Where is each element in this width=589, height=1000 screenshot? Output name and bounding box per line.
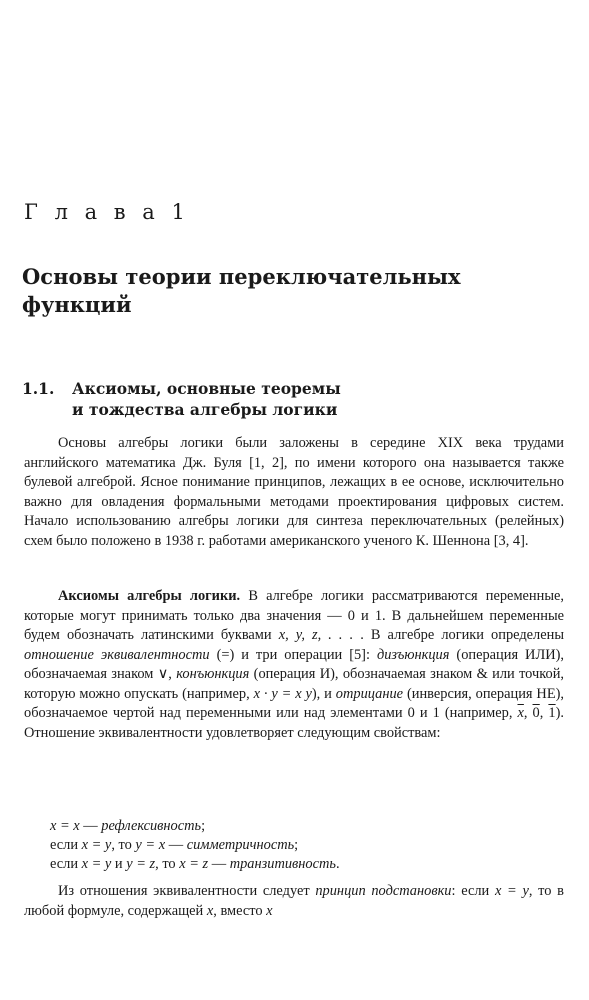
- equivalence-properties: [50, 817, 340, 874]
- formula: x: [206, 902, 214, 919]
- punct: .: [335, 856, 340, 872]
- value-one: 1: [374, 607, 383, 624]
- negated-x: $\overline{x}$: [517, 705, 524, 721]
- paragraph-intro: [24, 434, 564, 551]
- formula: x = z: [179, 856, 209, 872]
- punct: ;: [294, 837, 299, 853]
- then: , то: [155, 856, 180, 872]
- subst-text-b: : если: [451, 883, 495, 899]
- paragraph-intro-text: Основы алгебры логики были заложены в середине XIX века трудами английского математика Дж. Буля [1, 2], по имени которого она называется также булевой алгеброй. Ясное понимание принципов, лежащих в ее основе, исключительно важно для овладения формальными методами проектирования цифровых систем. Начало использованию алгебры логики для синтеза переключательных (релейных) схем было положено в 1938 г. работами американского ученого К. Шеннона [3, 4].: [24, 435, 564, 549]
- paragraph-substitution-text: [24, 882, 564, 921]
- property-name: рефлексивность: [101, 818, 202, 834]
- paragraph-axioms: [24, 587, 564, 743]
- chapter-title: Основы теории переключательных функций: [22, 264, 461, 317]
- term-negation: отрицание: [335, 685, 404, 702]
- subst-text-c: , то в любой формуле, содержащей: [24, 883, 564, 919]
- section-heading: [22, 378, 542, 420]
- dash: —: [208, 856, 230, 872]
- dash: —: [79, 818, 102, 834]
- formula: x = y: [81, 856, 112, 872]
- then: , то: [111, 837, 136, 853]
- prefix: если: [50, 856, 82, 872]
- axioms-text-c: . В алгебре логики определены: [353, 627, 564, 643]
- formula: x = y: [494, 883, 529, 899]
- paragraph-axioms-text: Аксиомы алгебры логики. В алгебре логики рассматриваются переменные, которые могут принимать только два значения — 0 и 1. В дальнейшем переменные будем обозначать латинскими буквами x, y, z, . . . . В алгебре логики определены отношение эквивалентности (=) и три операции [5]: дизъюнкция (операция ИЛИ), обозначаемая знаком ∨, конъюнкция (операция И), обозначаемая знаком & или точкой, которую можно опускать (например, x · y = x y), и отрицание (инверсия, операция НЕ), обозначаемое чертой над переменными или над элементами 0 и 1 (например, $\overline{x}$, 0, 1). Отношение эквивалентности удовлетворяет следующим свойствам:: [24, 588, 564, 741]
- term-disjunction: дизъюнкция: [376, 646, 450, 663]
- axioms-lead: Аксиомы алгебры логики.: [58, 588, 241, 604]
- negated-one: 1: [548, 705, 556, 721]
- section-number: 1.1.: [22, 379, 55, 398]
- example-product: x · y = x y: [253, 685, 312, 702]
- formula: x = y: [81, 837, 112, 853]
- subst-text-d: , вместо: [213, 902, 267, 919]
- axioms-text-b: . В дальнейшем переменные будем обозначать латинскими буквами: [24, 607, 564, 643]
- formula: y = z: [126, 856, 156, 872]
- dash: —: [165, 837, 187, 853]
- term-substitution-principle: принцип подстановки: [315, 883, 452, 899]
- punct: ;: [201, 818, 206, 834]
- negated-zero: 0: [532, 705, 540, 721]
- axioms-text-d: (=) и три операции [5]:: [209, 646, 377, 663]
- section-title-line2: и тождества алгебры логики: [72, 400, 338, 419]
- axioms-text-e: (операция ИЛИ), обозначаемая знаком ∨,: [24, 646, 564, 682]
- and: и: [111, 856, 127, 872]
- subst-text-a: Из отношения эквивалентности следует: [58, 883, 316, 899]
- property-reflexivity: [50, 817, 340, 836]
- axioms-text-g: ), и: [311, 685, 336, 702]
- term-equivalence: отношение эквивалентности: [24, 646, 210, 663]
- prefix: если: [50, 837, 82, 853]
- formula: y = x: [135, 837, 166, 853]
- axioms-text-h: (инверсия, операция НЕ), обозначаемое чертой над переменными или над элементами 0 и 1 (например,: [24, 685, 564, 721]
- property-name: транзитивность: [229, 856, 336, 872]
- value-zero: 0: [347, 607, 355, 624]
- chapter-label: Г л а в а 1: [24, 200, 190, 224]
- property-name: симметричность: [186, 837, 295, 853]
- axioms-text-f: (операция И), обозначаемая знаком & или точкой, которую можно опускать (например,: [24, 666, 564, 702]
- formula: x = x: [50, 818, 80, 834]
- section-title-line1: Аксиомы, основные теоремы: [72, 379, 341, 398]
- property-symmetry: [50, 836, 340, 855]
- variable-letters: x, y, z, . . .: [278, 627, 354, 643]
- property-transitivity: [50, 855, 340, 874]
- axioms-and: и: [354, 607, 375, 624]
- axioms-text-i: ). Отношение эквивалентности удовлетворяет следующим свойствам:: [24, 705, 564, 741]
- formula: x: [266, 902, 273, 919]
- axioms-text-a: В алгебре логики рассматриваются переменные, которые могут принимать только два значения —: [24, 588, 564, 624]
- term-conjunction: конъюнкция: [176, 666, 250, 682]
- paragraph-substitution: [24, 882, 564, 921]
